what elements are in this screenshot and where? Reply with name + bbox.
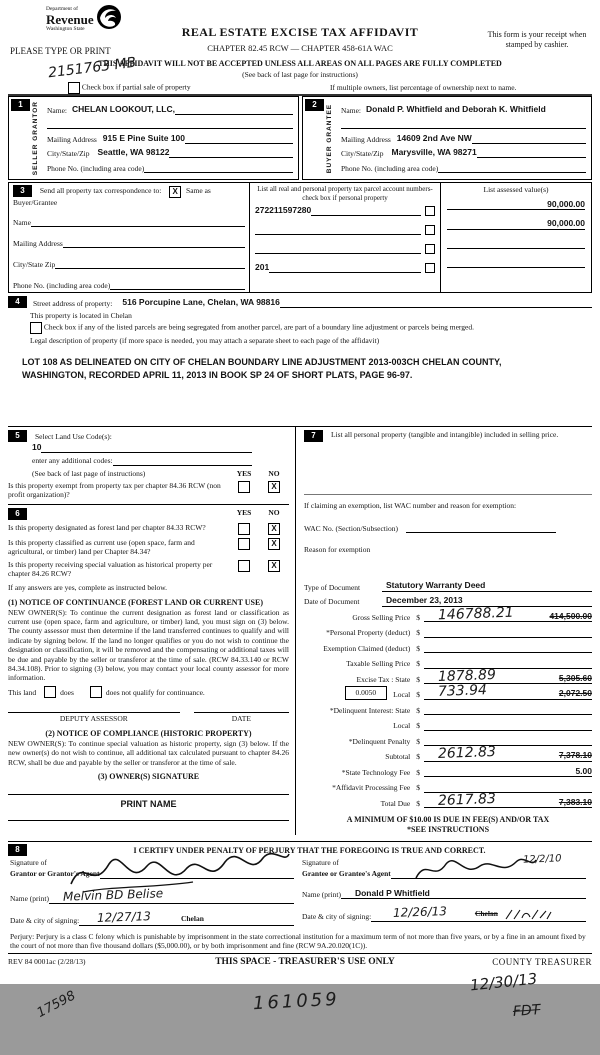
forest-no-checkbox: X bbox=[268, 523, 280, 535]
buyer-city-label: City/State/Zip bbox=[341, 148, 384, 158]
money-row-taxable: Taxable Selling Price $ bbox=[304, 656, 592, 669]
no-header-5: NO bbox=[268, 468, 280, 478]
personal-property-label: List all personal property (tangible and intangible) included in selling price. bbox=[331, 429, 559, 439]
excise-state-handwritten: 1878.89 bbox=[437, 666, 497, 685]
grantee-signature-area bbox=[300, 853, 592, 925]
wac-label: WAC No. (Section/Subsection) bbox=[304, 523, 398, 533]
current-use-yes-checkbox bbox=[238, 538, 250, 550]
section1-badge: 1 bbox=[11, 99, 30, 111]
legal-description-text: LOT 108 AS DELINEATED ON CITY OF CHELAN BOUNDARY LINE ADJUSTMENT 2013-003CH CHELAN COUNTY, WASHINGTON, RECORDED APRIL 11, 2013 IN BOOK SP 24 OF SHORT PLATS, PAGE 96-97. bbox=[22, 356, 502, 380]
grantee-signature bbox=[410, 854, 540, 884]
additional-codes-label: enter any additional codes: bbox=[32, 456, 113, 466]
grantee-city-struck: Chelan bbox=[474, 909, 498, 919]
form-title: REAL ESTATE EXCISE TAX AFFIDAVIT bbox=[181, 25, 419, 39]
grantor-city: Chelan bbox=[180, 913, 204, 923]
multiple-owners-note: If multiple owners, list percentage of ownership next to name. bbox=[330, 83, 517, 92]
treasurer-stamp-area bbox=[8, 969, 592, 1055]
money-row-total: Total Due $ 2617.83 7,383.10 bbox=[380, 790, 592, 809]
section4-block bbox=[8, 296, 592, 382]
notice2-body: NEW OWNER(S): To continue special valuation as historic property, sign (3) below. If the new owner(s) do not wish to continue, all additional tax calculated pursuant to chapter 84.26 RCW, shall be due and payable by the seller or transferor at the time of sale. bbox=[8, 739, 289, 767]
treasurer-use-only: THIS SPACE - TREASURER'S USE ONLY bbox=[215, 957, 395, 968]
street-address-label: Street address of property: bbox=[33, 298, 113, 308]
yes-header-6: YES bbox=[236, 507, 252, 517]
grantee-name-print-label: Name (print) bbox=[302, 889, 341, 899]
seller-phone-label: Phone No. (including area code) bbox=[47, 163, 145, 173]
section4-badge: 4 bbox=[8, 296, 27, 308]
money-row-delinq-local: Local $ bbox=[304, 718, 592, 731]
seller-mailing-label: Mailing Address bbox=[47, 134, 97, 144]
section5-badge: 5 bbox=[8, 430, 27, 442]
money-row-excise-state: Excise Tax : State $ 1878.89 5,305.60 bbox=[356, 666, 592, 685]
footer-row bbox=[8, 954, 592, 969]
section8-badge: 8 bbox=[8, 844, 27, 856]
same-as-buyer-label: Same as Buyer/Grantee bbox=[13, 186, 211, 207]
excise-local-handwritten: 733.94 bbox=[437, 682, 488, 701]
question-exempt: Is this property exempt from property tax per chapter 84.36 RCW (non profit organization)? bbox=[8, 481, 221, 500]
grantor-date-handwritten: 12/27/13 bbox=[96, 908, 152, 925]
partial-sale-label: Check box if partial sale of property bbox=[81, 82, 191, 92]
question-historical: Is this property receiving special valuation as historical property per chapter 84.26 RCW? bbox=[8, 559, 213, 578]
minimum-note-2: *SEE INSTRUCTIONS bbox=[406, 825, 490, 835]
parcel-4-checkbox bbox=[425, 263, 435, 273]
money-row-penalty: *Delinquent Penalty $ bbox=[304, 733, 592, 746]
buyer-city-value: Marysville, WA 98271 bbox=[391, 147, 477, 158]
receipt-note: This form is your receipt when stamped by cashier. bbox=[487, 30, 587, 49]
local-rate-box: 0.0050 bbox=[345, 686, 388, 699]
mid-columns bbox=[8, 426, 592, 836]
section5-box bbox=[8, 430, 289, 505]
buyer-mailing-label: Mailing Address bbox=[341, 134, 391, 144]
subtotal-handwritten: 2612.83 bbox=[437, 744, 497, 763]
forest-yes-checkbox bbox=[238, 523, 250, 535]
money-row-subtotal: Subtotal $ 2612.83 7,378.10 bbox=[385, 744, 592, 763]
land-use-title: Select Land Use Code(s): bbox=[35, 432, 112, 442]
s3-city-label: City/State Zip bbox=[13, 259, 56, 269]
seller-vertical-label: SELLER GRANTOR bbox=[32, 101, 39, 176]
form-rev-number: REV 84 0001ac (2/28/13) bbox=[8, 957, 86, 967]
gross-struck: 414,500.00 bbox=[549, 610, 592, 621]
treasurer-initials: FDT bbox=[512, 1002, 541, 1021]
historical-no-checkbox: X bbox=[268, 560, 280, 572]
grantee-date-label: Date & city of signing: bbox=[302, 912, 372, 922]
notice1-title: (1) NOTICE OF CONTINUANCE (FOREST LAND OR CURRENT USE) bbox=[8, 597, 263, 607]
s3-mailing-label: Mailing Address bbox=[13, 238, 63, 248]
question-forest: Is this property designated as forest land per chapter 84.33 RCW? bbox=[8, 522, 206, 532]
left-column bbox=[8, 427, 296, 836]
see-back-instructions: (See back of last page of instructions) bbox=[32, 468, 146, 478]
segregated-label: Check box if any of the listed parcels are being segregated from another parcel, are part of a boundary line adjustment or parcels being merged. bbox=[43, 322, 474, 332]
does-checkbox bbox=[44, 686, 56, 698]
grantee-city-scribble bbox=[504, 909, 552, 921]
form-chapter: CHAPTER 82.45 RCW — CHAPTER 458-61A WAC bbox=[207, 43, 393, 53]
same-as-buyer-checkbox: X bbox=[169, 186, 181, 198]
grantee-sig-label-1: Signature of bbox=[302, 858, 339, 868]
warning-line: THIS AFFIDAVIT WILL NOT BE ACCEPTED UNLESS ALL AREAS ON ALL PAGES ARE FULLY COMPLETED bbox=[98, 59, 502, 68]
logo-revenue-line: Revenue bbox=[46, 11, 94, 27]
county-treasurer-label: COUNTY TREASURER bbox=[492, 957, 592, 968]
doc-date-value: December 23, 2013 bbox=[386, 595, 463, 606]
exempt-no-checkbox: X bbox=[268, 481, 280, 493]
exemption-note: If claiming an exemption, list WAC number and reason for exemption: bbox=[304, 494, 592, 510]
money-row-personal: *Personal Property (deduct) $ bbox=[304, 625, 592, 638]
money-row-gross: Gross Selling Price $ 146788.21 414,500.00 bbox=[352, 604, 592, 624]
money-row-excise-local: 0.0050 Local $ 733.94 2,072.50 bbox=[304, 687, 592, 700]
parcel-2-checkbox bbox=[425, 225, 435, 235]
logo-dept-line: Department of bbox=[46, 6, 78, 12]
perjury-note: Perjury: Perjury is a class C felony which is punishable by imprisonment in the state correctional institution for a maximum term of not more than five years, or by a fine in an amount fixed by the court of not more than five thousand dollars ($5,000.00), or by both imprisonment and fine (RCW 9A.20.020(1C)). bbox=[8, 930, 592, 955]
seller-name-label: Name: bbox=[47, 105, 67, 115]
doc-type-label: Type of Document bbox=[304, 582, 361, 592]
assessed-1: 90,000.00 bbox=[547, 198, 585, 209]
excise-local-struck: 2,072.50 bbox=[558, 688, 592, 699]
handwritten-receipt-number: 2151763 MB bbox=[47, 54, 138, 82]
owners-signature-label: (3) OWNER(S) SIGNATURE bbox=[97, 772, 200, 782]
segregated-checkbox bbox=[30, 322, 42, 334]
no-header-6: NO bbox=[268, 507, 280, 517]
subtotal-struck: 7,378.10 bbox=[558, 750, 592, 761]
minimum-note-1: A MINIMUM OF $10.00 IS DUE IN FEE(S) AND/OR TAX bbox=[346, 815, 550, 825]
question-current-use: Is this property classified as current use (open space, farm and agricultural, or timber) land per Chapter 84.34? bbox=[8, 537, 195, 557]
section8-block bbox=[8, 841, 592, 954]
partial-sale-row bbox=[68, 82, 191, 94]
see-back-note: (See back of last page for instructions) bbox=[242, 70, 358, 79]
treasurer-left-number: 17598 bbox=[34, 988, 79, 1022]
street-address-value: 516 Porcupine Lane, Chelan, WA 98816 bbox=[122, 297, 280, 308]
notice2-title: (2) NOTICE OF COMPLIANCE (HISTORIC PROPERTY) bbox=[45, 729, 252, 739]
does-label: does bbox=[60, 688, 74, 698]
deputy-assessor-line: DEPUTY ASSESSOR bbox=[8, 712, 180, 723]
partial-sale-checkbox bbox=[68, 82, 80, 94]
grantee-sig-date-handwritten: 12/2/10 bbox=[523, 853, 563, 866]
grantor-signature bbox=[63, 848, 293, 894]
right-column bbox=[296, 427, 592, 836]
s3-name-label: Name bbox=[13, 217, 31, 227]
land-use-code: 10 bbox=[32, 442, 42, 453]
section3-badge: 3 bbox=[13, 185, 32, 197]
section3-box bbox=[8, 182, 592, 293]
excise-state-struck: 5,305.60 bbox=[558, 672, 592, 683]
seller-name-value: CHELAN LOOKOUT, LLC, bbox=[72, 104, 175, 115]
notice1-body: NEW OWNER(S): To continue the current designation as forest land or classification as current use (open space, farm and agriculture, or timber) land, you must sign on (3) below. The county assessor must then determine if the land transferred continues to qualify and will indicate by signing below. If the land no longer qualifies or you do not wish to continue the designation or classification, it will be removed and the compensating or additional taxes will be due and payable by the seller or transferor at the time of sale. (RCW 84.33.140 or RCW 84.34.108). Prior to signing (3) below, you may contact your local county assessor for more information. bbox=[8, 607, 289, 683]
reason-label: Reason for exemption bbox=[304, 545, 371, 555]
grantor-date-label: Date & city of signing: bbox=[10, 916, 80, 926]
print-name-line bbox=[8, 810, 289, 821]
print-name-label: PRINT NAME bbox=[120, 799, 177, 810]
owners-signature-line bbox=[8, 782, 289, 795]
grantee-name-value: Donald P Whitfield bbox=[354, 887, 430, 898]
send-correspondence-label: Send all property tax correspondence to: bbox=[39, 186, 162, 196]
historical-yes-checkbox bbox=[238, 560, 250, 572]
buyer-box bbox=[302, 96, 592, 180]
please-type-label: PLEASE TYPE OR PRINT bbox=[10, 46, 111, 56]
money-row-delinq-state: *Delinquent Interest: State $ bbox=[304, 702, 592, 715]
legal-description-label: Legal description of property (if more space is needed, you may attach a separate sheet to each page of the affidavit) bbox=[30, 336, 380, 346]
money-row-processing-fee: *Affidavit Processing Fee $ bbox=[304, 780, 592, 793]
does-not-checkbox bbox=[90, 686, 102, 698]
parcel-4: 201 bbox=[255, 262, 270, 273]
buyer-vertical-label: BUYER GRANTEE bbox=[326, 103, 333, 173]
doc-date-label: Date of Document bbox=[304, 597, 360, 607]
parcel-header: List all real and personal property tax parcel account numbers-check box if personal property bbox=[257, 185, 433, 202]
buyer-mailing-value: 14609 2nd Ave NW bbox=[396, 133, 472, 144]
s3-phone-label: Phone No. (including area code) bbox=[13, 280, 111, 290]
tech-fee-value: 5.00 bbox=[575, 765, 592, 776]
seller-city-label: City/State/Zip bbox=[47, 148, 90, 158]
exempt-yes-checkbox bbox=[238, 481, 250, 493]
seller-city-value: Seattle, WA 98122 bbox=[97, 147, 170, 158]
grantor-name-print-label: Name (print) bbox=[10, 894, 49, 904]
grantee-date-handwritten: 12/26/13 bbox=[392, 904, 448, 921]
grantee-sig-label-2: Grantee or Grantee's Agent bbox=[302, 869, 391, 879]
seller-box bbox=[8, 96, 299, 180]
assessed-header: List assessed value(s) bbox=[483, 185, 549, 195]
any-yes-note: If any answers are yes, complete as instructed below. bbox=[8, 583, 168, 593]
buyer-name-value: Donald P. Whitfield and Deborah K. Whitfield bbox=[366, 104, 546, 115]
yes-header-5: YES bbox=[236, 468, 252, 478]
parcel-3-checkbox bbox=[425, 244, 435, 254]
parties-row bbox=[8, 94, 592, 180]
total-struck: 7,383.10 bbox=[558, 796, 592, 807]
treasurer-center-number: 161059 bbox=[252, 988, 341, 1015]
doc-type-value: Statutory Warranty Deed bbox=[386, 580, 486, 591]
grantor-name-handwritten: Melvin BD Belise bbox=[62, 885, 164, 904]
certify-statement: I CERTIFY UNDER PENALTY OF PERJURY THAT THE FOREGOING IS TRUE AND CORRECT. bbox=[133, 846, 486, 856]
grantor-sig-label-2: Grantor or Grantor's Agent bbox=[10, 869, 100, 879]
section7-badge: 7 bbox=[304, 430, 323, 442]
seller-mailing-value: 915 E Pine Suite 100 bbox=[102, 133, 186, 144]
treasurer-date: 12/30/13 bbox=[468, 969, 538, 995]
buyer-name-label: Name: bbox=[341, 105, 361, 115]
grantor-signature-area bbox=[8, 856, 300, 925]
total-handwritten: 2617.83 bbox=[437, 790, 497, 809]
money-row-exemption: Exemption Claimed (deduct) $ bbox=[304, 640, 592, 653]
buyer-phone-label: Phone No. (including area code) bbox=[341, 163, 439, 173]
this-land-label: This land bbox=[8, 688, 37, 698]
assessed-2: 90,000.00 bbox=[547, 218, 585, 229]
section6-box bbox=[8, 508, 289, 822]
current-use-no-checkbox: X bbox=[268, 538, 280, 550]
located-line: This property is located in Chelan bbox=[30, 310, 132, 320]
money-row-tech-fee: *State Technology Fee $ 5.00 bbox=[304, 764, 592, 777]
gross-handwritten: 146788.21 bbox=[437, 604, 514, 624]
section6-badge: 6 bbox=[8, 508, 27, 520]
grantor-sig-label-1: Signature of bbox=[10, 858, 47, 868]
does-not-label: does not qualify for continuance. bbox=[105, 688, 205, 698]
date-line: DATE bbox=[194, 712, 289, 723]
parcel-1: 272211597280 bbox=[255, 205, 312, 216]
logo-state-line: Washington State bbox=[46, 25, 85, 32]
section2-badge: 2 bbox=[305, 99, 324, 111]
parcel-1-checkbox bbox=[425, 206, 435, 216]
form-header bbox=[0, 0, 600, 94]
